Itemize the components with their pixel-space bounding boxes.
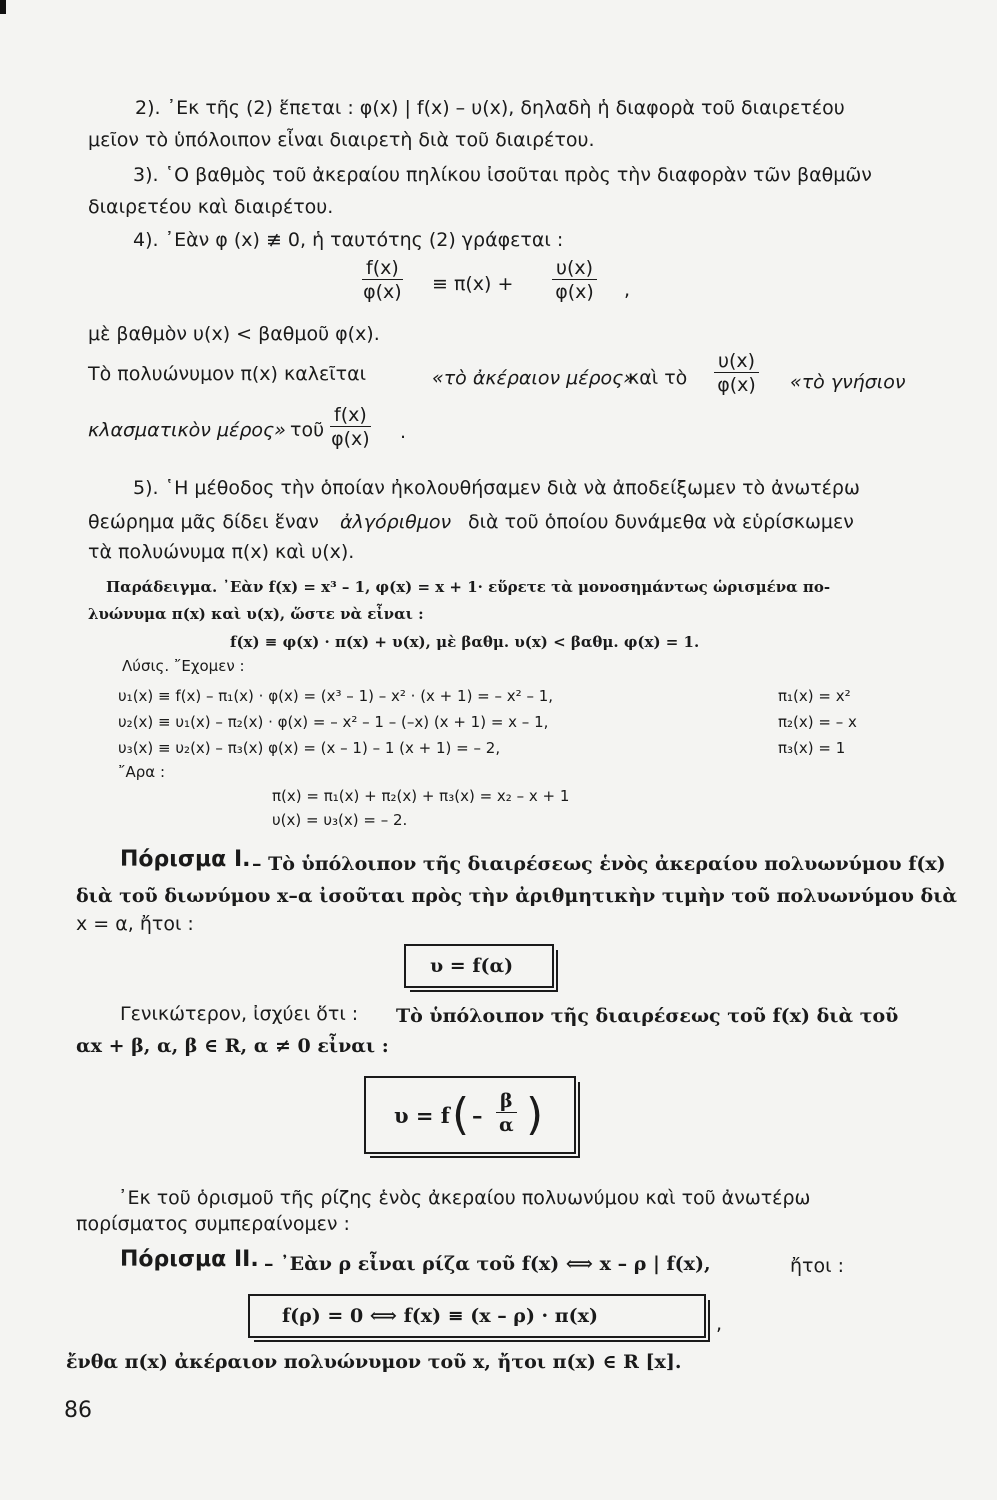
example-therefore: ῎Αρα : <box>118 763 165 781</box>
corollary2-comma: , <box>716 1313 723 1335</box>
general-formula-minus: – <box>472 1103 483 1128</box>
corollary1-line2: διὰ τοῦ διωνύμου x–α ἰσοῦται πρὸς τὴν ἀριθμητικὴν τιμὴν τοῦ πολυωνύμου διὰ <box>76 885 958 907</box>
p2-line2: μεῖον τὸ ὑπόλοιπον εἶναι διαιρετὴ διὰ τοῦ διαιρέτου. <box>88 129 595 151</box>
p4-fraction-period: . <box>400 421 407 443</box>
corollary2-formula-box <box>248 1294 706 1338</box>
example-row2: υ₂(x) ≡ υ₁(x) – π₂(x) · φ(x) = – x² – 1 – (–x) (x + 1) = x – 1, <box>118 713 549 731</box>
corollary2-heading: Πόρισμα II. <box>120 1247 259 1272</box>
fraction-numerator: f(x) <box>330 404 371 427</box>
fraction-numerator: f(x) <box>362 257 403 280</box>
corollary1-heading: Πόρισμα I. <box>120 847 251 872</box>
p4-fraction-part-b: τοῦ <box>290 419 325 441</box>
fraction-denominator: α <box>499 1114 514 1136</box>
example-pi-result: π(x) = π₁(x) + π₂(x) + π₃(x) = x₂ – x + 1 <box>272 787 570 805</box>
general-line2: αx + β, α, β ∈ R, α ≠ 0 εἶναι : <box>76 1035 389 1057</box>
fraction-numerator: β <box>496 1090 517 1113</box>
fraction-denominator: φ(x) <box>555 281 594 303</box>
p4-integer-part-a: Τὸ πολυώνυμον π(x) καλεῖται <box>88 363 367 385</box>
p3-line2: διαιρετέου καὶ διαιρέτου. <box>88 196 334 218</box>
fraction-numerator: υ(x) <box>552 257 597 280</box>
example-row3: υ₃(x) ≡ υ₂(x) – π₃(x) φ(x) = (x – 1) – 1 (x + 1) = – 2, <box>118 739 501 757</box>
example-row2-quotient: π₂(x) = – x <box>778 713 857 731</box>
example-line2: λυώνυμα π(x) καὶ υ(x), ὥστε νὰ εἶναι : <box>88 605 424 623</box>
corollary2-formula: f(ρ) = 0 ⟺ f(x) ≡ (x – ρ) · π(x) <box>282 1305 598 1327</box>
fraction-denominator: φ(x) <box>363 281 402 303</box>
general-line1b: Τὸ ὑπόλοιπον τῆς διαιρέσεως τοῦ f(x) διὰ τοῦ <box>396 1005 899 1027</box>
identity-middle: ≡ π(x) + <box>432 273 514 295</box>
fraction-denominator: φ(x) <box>717 374 756 396</box>
definition-line2: πορίσματος συμπεραίνομεν : <box>76 1213 350 1235</box>
example-line3: f(x) ≡ φ(x) · π(x) + υ(x), μὲ βαθμ. υ(x) < βαθμ. φ(x) = 1. <box>230 633 700 651</box>
corollary1-line1: – Τὸ ὑπόλοιπον τῆς διαιρέσεως ἑνὸς ἀκεραίου πολυωνύμου f(x) <box>252 853 946 875</box>
p4-degree-line: μὲ βαθμὸν υ(x) < βαθμοῦ φ(x). <box>88 323 380 345</box>
p4-fraction-part-a: κλασματικὸν μέρος» <box>88 419 286 441</box>
example-solution-label: Λύσις. ῎Εχομεν : <box>122 657 245 675</box>
corollary1-line3: x = α, ἤτοι : <box>76 913 194 935</box>
fraction-beta-over-alpha <box>496 1090 517 1137</box>
fraction-denominator: φ(x) <box>331 428 370 450</box>
corollary2-line1b: ἤτοι : <box>790 1255 844 1277</box>
p4-integer-part-c: καὶ τὸ <box>628 367 688 389</box>
example-row1-quotient: π₁(x) = x² <box>778 687 851 705</box>
example-line1: Παράδειγμα. ᾿Εὰν f(x) = x³ – 1, φ(x) = x + 1· εὕρετε τὰ μονοσημάντως ὡρισμένα πο- <box>106 578 831 596</box>
corollary1-formula: υ = f(α) <box>430 955 514 977</box>
p4-integer-part-b: «τὸ ἀκέραιον μέρος» <box>432 367 636 389</box>
general-formula-left: υ = f <box>394 1103 450 1128</box>
p5-line2a: θεώρημα μᾶς δίδει ἕναν <box>88 511 319 533</box>
p3-line1: 3). ῾Ο βαθμὸς τοῦ ἀκεραίου πηλίκου ἰσοῦται πρὸς τὴν διαφορὰν τῶν βαθμῶν <box>133 164 872 186</box>
p2-line1: 2). ᾿Εκ τῆς (2) ἕπεται : φ(x) | f(x) – υ(x), δηλαδὴ ἡ διαφορὰ τοῦ διαιρετέου <box>135 97 845 119</box>
fraction-f-over-phi <box>362 257 403 304</box>
corollary1-formula-box <box>404 944 554 988</box>
example-row3-quotient: π₃(x) = 1 <box>778 739 846 757</box>
general-line1a: Γενικώτερον, ἰσχύει ὅτι : <box>120 1003 359 1025</box>
general-formula-box <box>364 1076 576 1154</box>
fraction-f-over-phi-2 <box>330 404 371 451</box>
fraction-remainder <box>714 350 759 397</box>
p5-line2b: ἀλγόριθμον <box>340 511 452 533</box>
example-row1: υ₁(x) ≡ f(x) – π₁(x) · φ(x) = (x³ – 1) – x² · (x + 1) = – x² – 1, <box>118 687 554 705</box>
scan-edge-mark <box>0 0 6 14</box>
p5-line1: 5). ῾Η μέθοδος τὴν ὁποίαν ἠκολουθήσαμεν διὰ νὰ ἀποδείξωμεν τὸ ἀνωτέρω <box>133 477 860 499</box>
right-paren: ) <box>526 1089 544 1140</box>
fraction-u-over-phi <box>552 257 597 304</box>
p5-line2c: διὰ τοῦ ὁποίου δυνάμεθα νὰ εὑρίσκωμεν <box>468 511 854 533</box>
definition-line1: ᾿Εκ τοῦ ὁρισμοῦ τῆς ρίζης ἑνὸς ἀκεραίου πολυωνύμου καὶ τοῦ ἀνωτέρω <box>118 1187 811 1209</box>
p5-line3: τὰ πολυώνυμα π(x) καὶ υ(x). <box>88 541 355 563</box>
corollary2-line1: – ᾿Εὰν ρ εἶναι ρίζα τοῦ f(x) ⟺ x – ρ | f(x), <box>264 1253 711 1275</box>
page-number: 86 <box>64 1398 92 1423</box>
fraction-numerator: υ(x) <box>714 350 759 373</box>
identity-comma: , <box>624 279 631 301</box>
p4-line1: 4). ᾿Εὰν φ (x) ≢ 0, ἡ ταυτότης (2) γράφεται : <box>133 229 564 251</box>
p4-proper-part: «τὸ γνήσιον <box>790 371 906 393</box>
left-paren: ( <box>452 1089 470 1140</box>
corollary2-line2: ἔνθα π(x) ἀκέραιον πολυώνυμον τοῦ x, ἤτοι π(x) ∈ R [x]. <box>66 1351 682 1373</box>
example-u-result: υ(x) = υ₃(x) = – 2. <box>272 811 408 829</box>
